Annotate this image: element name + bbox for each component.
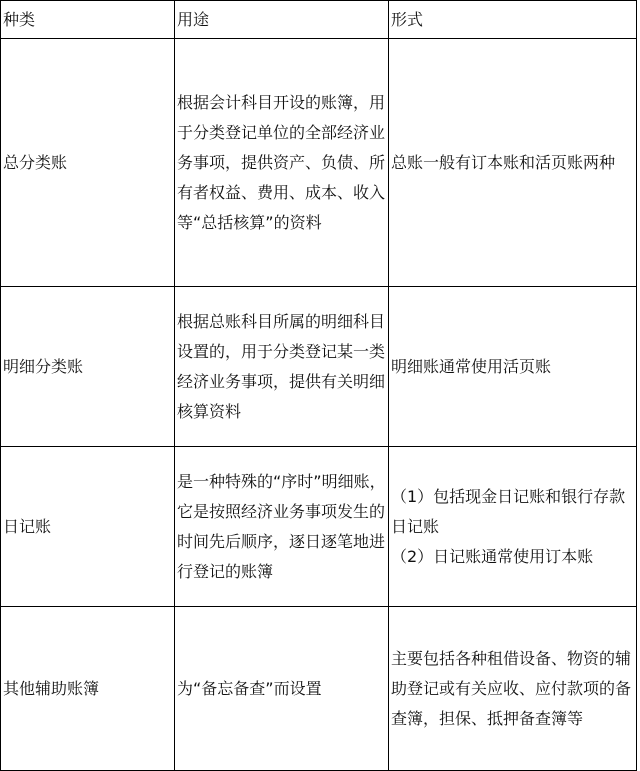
form-line: （1）包括现金日记账和银行存款日记账 [391,486,626,536]
form-line: （2）日记账通常使用订本账 [391,546,594,566]
table-row [1,287,637,447]
table-row [1,39,637,287]
kind-cell: 明细分类账 [1,287,175,447]
form-cell [389,287,637,447]
kind-cell: 其他辅助账簿 [1,607,175,771]
form-cell [389,39,637,287]
header-form: 形式 [389,1,637,39]
form-line: 总账一般有订本账和活页账两种 [391,152,616,172]
table-row [1,607,637,771]
kind-cell: 日记账 [1,447,175,607]
table-row [1,447,637,607]
table-header-row [1,1,637,39]
form-cell [389,447,637,607]
header-usage: 用途 [175,1,389,39]
usage-cell: 为“备忘备查”而设置 [175,607,389,771]
usage-cell: 根据总账科目所属的明细科目设置的，用于分类登记某一类经济业务事项，提供有关明细核算资料 [175,287,389,447]
header-kind: 种类 [1,1,175,39]
form-line: 明细账通常使用活页账 [391,356,552,376]
usage-cell: 是一种特殊的“序时”明细账，它是按照经济业务事项发生的时间先后顺序，逐日逐笔地进行登记的账簿 [175,447,389,607]
kind-cell: 总分类账 [1,39,175,287]
form-cell [389,607,637,771]
form-line: 主要包括各种租借设备、物资的辅助登记或有关应收、应付款项的备查簿，担保、抵押备查簿等 [391,648,632,728]
usage-cell: 根据会计科目开设的账簿，用于分类登记单位的全部经济业务事项，提供资产、负债、所有者权益、费用、成本、收入等“总括核算”的资料 [175,39,389,287]
